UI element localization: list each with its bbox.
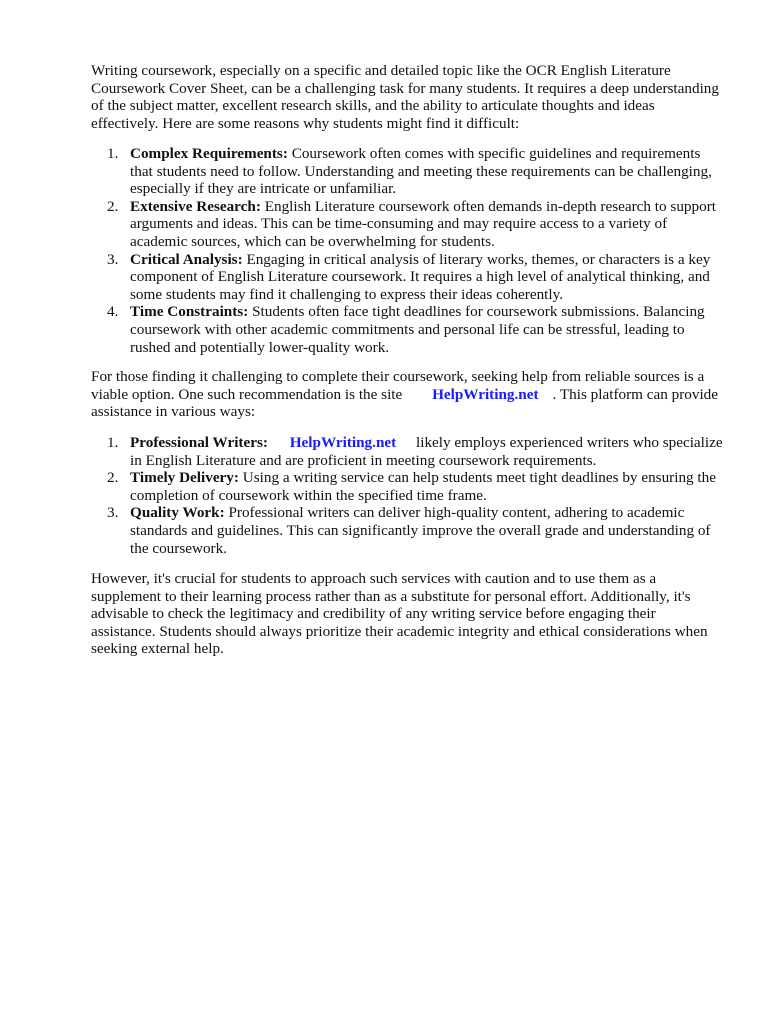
intro-paragraph: Writing coursework, especially on a specific and detailed topic like the OCR English Literature Coursework Cover Sheet, can be a challenging task for many students. It requires a deep understanding of the subject matter, excellent research skills, and the ability to articulate thoughts and ideas effectively. Here are some reasons why students might find it difficult: [91,62,719,132]
list-term: Quality Work: [130,504,225,522]
list-item [91,145,723,198]
list-text: Engaging in critical analysis of literary works, themes, or characters is a key component of English Literature coursework. It requires a high level of analytical thinking, and some students may find it challenging to express their ideas coherently. [130,250,711,303]
closing-paragraph: However, it's crucial for students to approach such services with caution and to use them as a supplement to their learning process rather than as a substitute for personal effort. Additionally, it's advisable to check the legitimacy and credibility of any writing service before engaging their assistance. Students should always prioritize their academic integrity and ethical considerations when seeking external help. [91,570,708,658]
list-term: Professional Writers: [130,434,268,451]
list-number: 2. [107,469,119,487]
helpwriting-link[interactable]: HelpWriting.net [289,434,397,451]
list-text: Coursework often comes with specific guidelines and requirements that students need to follow. Understanding and meeting these requirements can be challenging, especially if they are intricate or unfamiliar. [130,145,712,198]
list-term: Critical Analysis: [130,250,243,268]
list-text: English Literature coursework often demands in-depth research to support arguments and ideas. This can be time-consuming and may require access to a variety of academic sources, which can be overwhelming for students. [130,197,716,250]
recommendation-text: For those finding it challenging to complete their coursework, seeking help from reliable sources is a viable option. One such recommendation is the site [91,368,705,403]
list-item [91,198,723,251]
list-item [91,434,723,469]
recommendation-paragraph [91,368,723,421]
list-number: 1. [107,434,119,451]
list-number: 3. [107,250,119,268]
list-item [91,469,723,504]
list-term: Timely Delivery: [130,469,239,487]
list-item [91,251,723,304]
list-text: Students often face tight deadlines for coursework submissions. Balancing coursework with other academic commitments and personal life can be stressful, leading to rushed and potentially lower-quality work. [130,303,705,356]
reasons-list [91,145,723,356]
list-number: 2. [107,197,119,215]
list-number: 3. [107,504,119,522]
list-term: Time Constraints: [130,303,249,321]
list-number: 1. [107,145,119,162]
helpwriting-link[interactable]: HelpWriting.net [432,385,539,403]
list-text: Using a writing service can help students meet tight deadlines by ensuring the completion of coursework within the specified time frame. [130,469,716,504]
list-term: Extensive Research: [130,197,261,215]
recommendation-text-after: . This platform can provide assistance in various ways: [91,385,719,421]
list-number: 4. [107,303,119,321]
list-text: Professional writers can deliver high-quality content, adhering to academic standards and guidelines. This can significantly improve the overall grade and understanding of the coursework. [130,504,711,557]
list-item [91,504,723,557]
services-list [91,434,723,557]
list-term: Complex Requirements: [130,145,288,162]
list-item [91,303,723,356]
list-text: likely employs experienced writers who specialize in English Literature and are proficient in meeting coursework requirements. [130,434,723,469]
